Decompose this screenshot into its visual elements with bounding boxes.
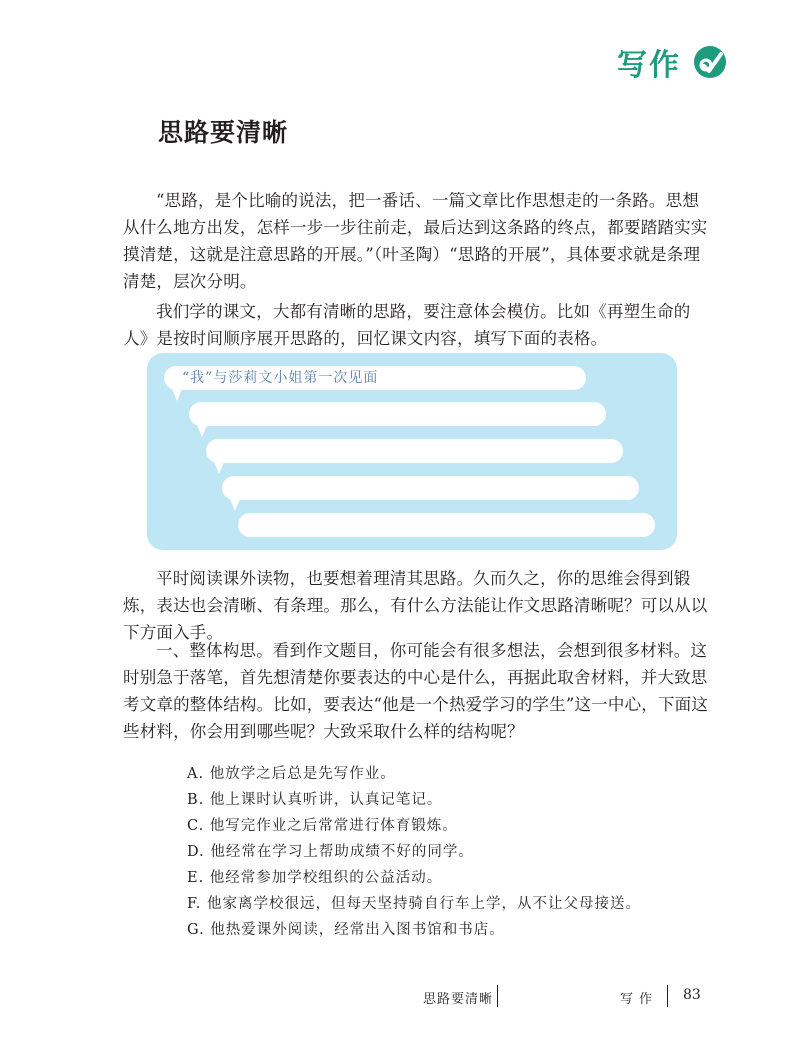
timeline-bubble-panel — [147, 353, 677, 550]
option-c: C. 他写完作业之后常常进行体育锻炼。 — [187, 818, 458, 834]
option-a: A. 他放学之后总是先写作业。 — [187, 766, 396, 782]
paragraph-3 — [123, 565, 713, 646]
bubble-2[interactable] — [189, 402, 606, 426]
bubble-text: “我”与莎莉文小姐第一次见面 — [182, 370, 379, 386]
page-footer — [0, 985, 790, 1015]
option-e: E. 他经常参加学校组织的公益活动。 — [187, 870, 443, 886]
bubble-3[interactable] — [206, 439, 623, 463]
paragraph-text: 平时阅读课外读物，也要想着理清其思路。久而久之，你的思维会得到锻炼，表达也会清晰、有条理。那么，有什么方法能让作文思路清晰呢？可以从以下方面入手。 — [123, 569, 708, 642]
page-number: 83 — [683, 987, 701, 1003]
option-d: D. 他经常在学习上帮助成绩不好的同学。 — [187, 844, 474, 860]
paragraph-text: 一、整体构思。看到作文题目，你可能会有很多想法，会想到很多材料。这时别急于落笔，首先想清楚你要表达的中心是什么，再据此取舍材料，并大致思考文章的整体结构。比如，要表达“他是一个热爱学习的学生”这一中心，下面这些材料，你会用到哪些呢？大致采取什么样的结构呢？ — [123, 641, 709, 741]
option-f: F. 他家离学校很远，但每天坚持骑自行车上学，从不让父母接送。 — [187, 896, 642, 912]
option-g: G. 他热爱课外阅读，经常出入图书馆和书店。 — [187, 922, 505, 938]
bubble-1 — [164, 366, 586, 390]
footer-section: 写作 — [620, 992, 659, 1007]
paragraph-text: 我们学的课文，大都有清晰的思路，要注意体会模仿。比如《再塑生命的人》是按时间顺序展开思路的，回忆课文内容，填写下面的表格。 — [123, 302, 691, 348]
material-options-list — [187, 761, 641, 943]
section-tag — [617, 40, 727, 84]
bubble-5[interactable] — [238, 513, 655, 537]
paragraph-4 — [123, 637, 713, 745]
section-label: 写作 — [617, 48, 681, 83]
footer-divider — [497, 985, 498, 1007]
page-title: 思路要清晰 — [158, 118, 289, 147]
paragraph-1 — [123, 187, 713, 295]
footer-divider — [667, 985, 668, 1007]
paragraph-2 — [123, 298, 713, 352]
bubble-4[interactable] — [222, 476, 639, 500]
footer-chapter-title: 思路要清晰 — [423, 992, 494, 1007]
option-b: B. 他上课时认真听讲，认真记笔记。 — [187, 792, 443, 808]
check-circle-icon — [693, 45, 727, 79]
paragraph-text: “思路，是个比喻的说法，把一番话、一篇文章比作思想走的一条路。思想从什么地方出发，怎样一步一步往前走，最后达到这条路的终点，都要踏踏实实摸清楚，这就是注意思路的开展。”（叶圣陶）“思路的开展”，具体要求就是条理清楚，层次分明。 — [123, 191, 708, 291]
